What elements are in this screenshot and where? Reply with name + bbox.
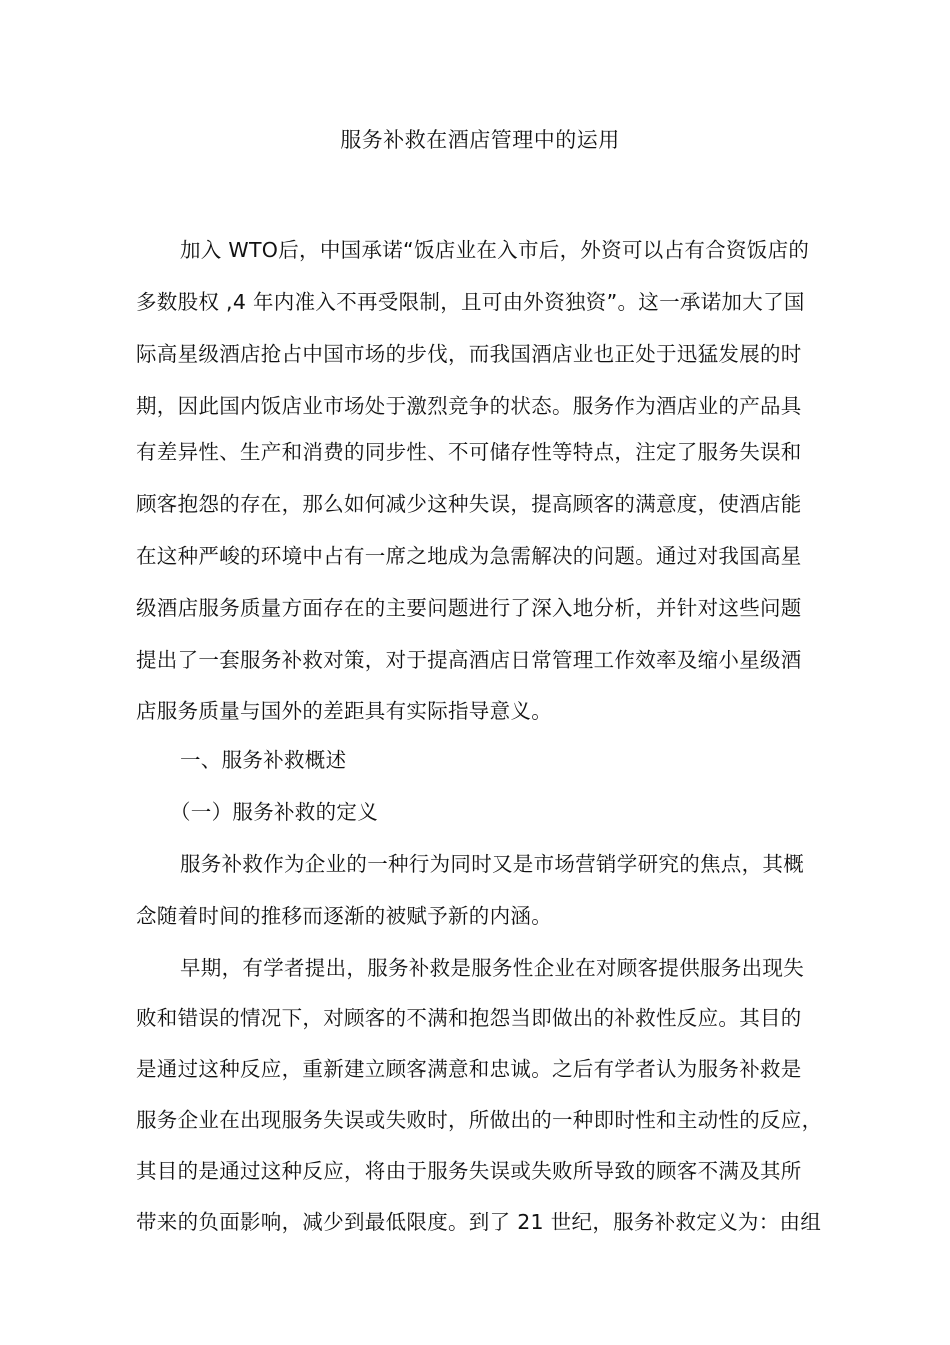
paragraph-line: 有差异性、生产和消费的同步性、不可储存性等特点，注定了服务失误和 xyxy=(136,440,802,464)
paragraph-line: 期，因此国内饭店业市场处于激烈竞争的状态。服务作为酒店业的产品具 xyxy=(136,394,802,418)
paragraph-line: 多数股权 ,4 年内准入不再受限制，且可由外资独资”。这一承诺加大了国 xyxy=(136,290,805,314)
paragraph-line: 带来的负面影响，减少到最低限度。到了 21 世纪，服务补救定义为：由组 xyxy=(136,1210,822,1234)
paragraph-line: 提出了一套服务补救对策，对于提高酒店日常管理工作效率及缩小星级酒 xyxy=(136,648,802,672)
paragraph-line: 服务补救作为企业的一种行为同时又是市场营销学研究的焦点，其概 xyxy=(180,852,804,876)
document-title: 服务补救在酒店管理中的运用 xyxy=(340,128,620,152)
subsection-heading: （一）服务补救的定义 xyxy=(170,800,378,824)
paragraph-line: 早期，有学者提出，服务补救是服务性企业在对顾客提供服务出现失 xyxy=(180,956,804,980)
paragraph-line: 顾客抱怨的存在，那么如何减少这种失误，提高顾客的满意度，使酒店能 xyxy=(136,492,802,516)
paragraph-line: 加入 WTO后，中国承诺“饭店业在入市后，外资可以占有合资饭店的 xyxy=(180,238,810,262)
paragraph-line: 是通过这种反应，重新建立顾客满意和忠诚。之后有学者认为服务补救是 xyxy=(136,1057,802,1081)
paragraph-line: 服务企业在出现服务失误或失败时，所做出的一种即时性和主动性的反应， xyxy=(136,1108,823,1132)
paragraph-line: 级酒店服务质量方面存在的主要问题进行了深入地分析，并针对这些问题 xyxy=(136,596,802,620)
paragraph-line: 际高星级酒店抢占中国市场的步伐，而我国酒店业也正处于迅猛发展的时 xyxy=(136,342,802,366)
paragraph-line: 败和错误的情况下，对顾客的不满和抱怨当即做出的补救性反应。其目的 xyxy=(136,1006,802,1030)
section-heading: 一、服务补救概述 xyxy=(180,748,347,772)
paragraph-line: 店服务质量与国外的差距具有实际指导意义。 xyxy=(136,699,552,723)
paragraph-line: 在这种严峻的环境中占有一席之地成为急需解决的问题。通过对我国高星 xyxy=(136,544,802,568)
paragraph-line: 其目的是通过这种反应，将由于服务失误或失败所导致的顾客不满及其所 xyxy=(136,1159,802,1183)
paragraph-line: 念随着时间的推移而逐渐的被赋予新的内涵。 xyxy=(136,904,552,928)
